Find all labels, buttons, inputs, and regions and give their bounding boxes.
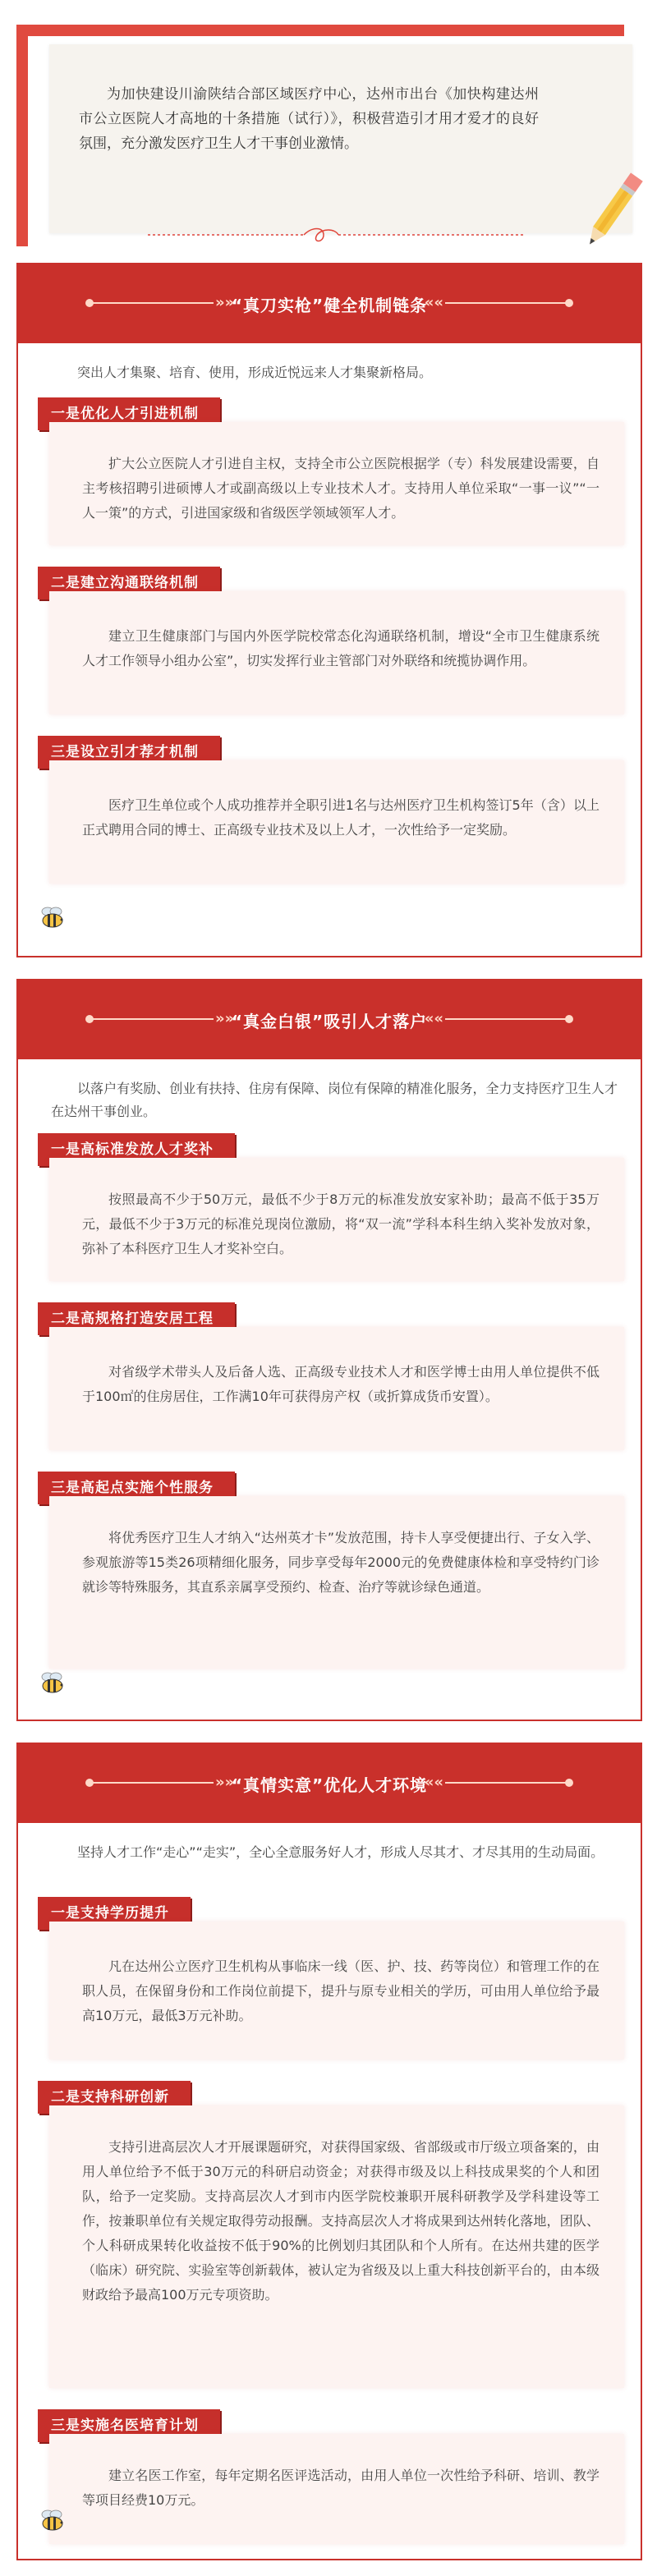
section-1-item-3-text: 医疗卫生单位或个人成功推荐并全职引进1名与达州医疗卫生机构签订5年（含）以上正式聘用合同的博士、正高级专业技术及以上人才，一次性给予一定奖励。 [82,797,600,838]
section-1-header [18,264,641,343]
intro-top-bar [16,25,624,36]
section-3-item-2-text: 支持引进高层次人才开展课题研究，对获得国家级、省部级或市厅级立项备案的，由用人单位给予不低于30万元的科研启动资金；对获得市级及以上科技成果奖的个人和团队，给予一定奖励。支持高层次人才到市内医学院校兼职开展科研教学及学科建设等工作，按兼职单位有关规定取得劳动报酬。支持高层次人才将成果到达州转化落地，团队、个人科研成果转化收益按不低于90%的比例划归其团队和个人所有。在达州共建的医学（临床）研究院、实验室等创新载体，被认定为省级及以上重大科技创新平台的，由本级财政给予最高100万元专项资助。 [82,2139,600,2303]
section-2-item-1-label: 一是高标准发放人才奖补 [38,1133,235,1166]
section-3-item-3-label: 三是实施名医培育计划 [38,2409,220,2442]
section-3-item-2-box [49,2105,624,2388]
section-2-item-1-text: 按照最高不少于50万元，最低不少于8万元的标准发放安家补助；最高不低于35万元，最低不少于3万元的标准兑现岗位激励，将“双一流”学科本科生纳入奖补发放对象，弥补了本科医疗卫生人才奖补空白。 [82,1192,600,1256]
bee-icon [38,905,67,930]
section-3-item-1-label: 一是支持学历提升 [38,1897,191,1930]
section-2-item-3-text: 将优秀医疗卫生人才纳入“达州英才卡”发放范围，持卡人享受便捷出行、子女入学、参观旅游等15类26项精细化服务，同步享受每年2000元的免费健康体检和享受特约门诊就诊等特殊服务，其直系亲属享受预约、检查、治疗等就诊绿色通道。 [82,1530,600,1595]
section-3-item-1-box [49,1922,624,2059]
dashed-ribbon-icon [148,223,575,248]
intro-card-wrap [16,25,641,246]
double-arrow-icon: «« [424,294,443,311]
section-1-item-2-text: 建立卫生健康部门与国内外医学院校常态化沟通联络机制，增设“全市卫生健康系统人才工作领导小组办公室”，切实发挥行业主管部门对外联络和统揽协调作用。 [82,628,600,668]
section-1-lead: 突出人才集聚、培育、使用，形成近悦远来人才集聚新格局。 [77,365,433,380]
section-3-lead: 坚持人才工作“走心”“走实”，全心全意服务好人才，形成人尽其才、才尽其用的生动局面。 [77,1844,604,1860]
section-1-item-1-text: 扩大公立医院人才引进自主权，支持全市公立医院根据学（专）科发展建设需要，自主考核招聘引进硕博人才或副高级以上专业技术人才。支持用人单位采取“一事一议”“一人一策”的方式，引进国家级和省级医学领域领军人才。 [82,456,600,521]
section-2-title: “真金白银”吸引人才落户 [231,1012,428,1031]
section-1-item-1-label: 一是优化人才引进机制 [38,397,220,430]
section-3-item-2-label: 二是支持科研创新 [38,2081,191,2114]
double-arrow-icon: «« [424,1774,443,1791]
section-1-item-2-box [49,591,624,714]
section-3-item-1-text: 凡在达州公立医疗卫生机构从事临床一线（医、护、技、药等岗位）和管理工作的在职人员，在保留身份和工作岗位前提下，提升与原专业相关的学历，可由用人单位给予最高10万元，最低3万元补助。 [82,1958,600,2023]
bee-icon [38,1670,67,1695]
section-2-lead: 以落户有奖励、创业有扶持、住房有保障、岗位有保障的精准化服务，全力支持医疗卫生人才在达州干事创业。 [51,1081,618,1119]
section-2-item-2-box [49,1327,624,1450]
section-2-item-3-box [49,1496,624,1669]
pencil-icon [575,168,649,258]
section-2 [16,979,642,1721]
section-3-item-3-text: 建立名医工作室，每年定期名医评选活动，由用人单位一次性给予科研、培训、教学等项目经费10万元。 [82,2468,600,2508]
section-1-item-2-label: 二是建立沟通联络机制 [38,567,220,599]
double-arrow-icon: »» [215,1774,235,1791]
section-2-header [18,980,641,1059]
section-2-item-1-box [49,1158,624,1281]
bee-icon [38,2508,67,2532]
double-arrow-icon: «« [424,1010,443,1027]
section-2-item-3-label: 三是高起点实施个性服务 [38,1472,235,1504]
section-3-item-3-box [49,2434,624,2544]
double-arrow-icon: »» [215,1010,235,1027]
section-3-title: “真情实意”优化人才环境 [231,1775,428,1795]
section-1-item-3-box [49,760,624,884]
section-2-item-2-label: 二是高规格打造安居工程 [38,1302,235,1335]
intro-side-bar [16,25,28,246]
intro-text: 为加快建设川渝陕结合部区域医疗中心，达州市出台《加快构建达州市公立医院人才高地的十条措施（试行）》，积极营造引才用才爱才的良好氛围，充分激发医疗卫生人才干事创业激情。 [79,86,539,152]
double-arrow-icon: »» [215,294,235,311]
section-1-item-3-label: 三是设立引才荐才机制 [38,736,220,769]
intro-card [49,44,632,233]
section-3-header [18,1744,641,1823]
section-1-title: “真刀实枪”健全机制链条 [231,296,428,315]
section-2-item-2-text: 对省级学术带头人及后备人选、正高级专业技术人才和医学博士由用人单位提供不低于100㎡的住房居住，工作满10年可获得房产权（或折算成货币安置）。 [82,1364,600,1404]
section-3 [16,1743,642,2560]
section-1 [16,263,642,957]
section-1-item-1-box [49,422,624,545]
